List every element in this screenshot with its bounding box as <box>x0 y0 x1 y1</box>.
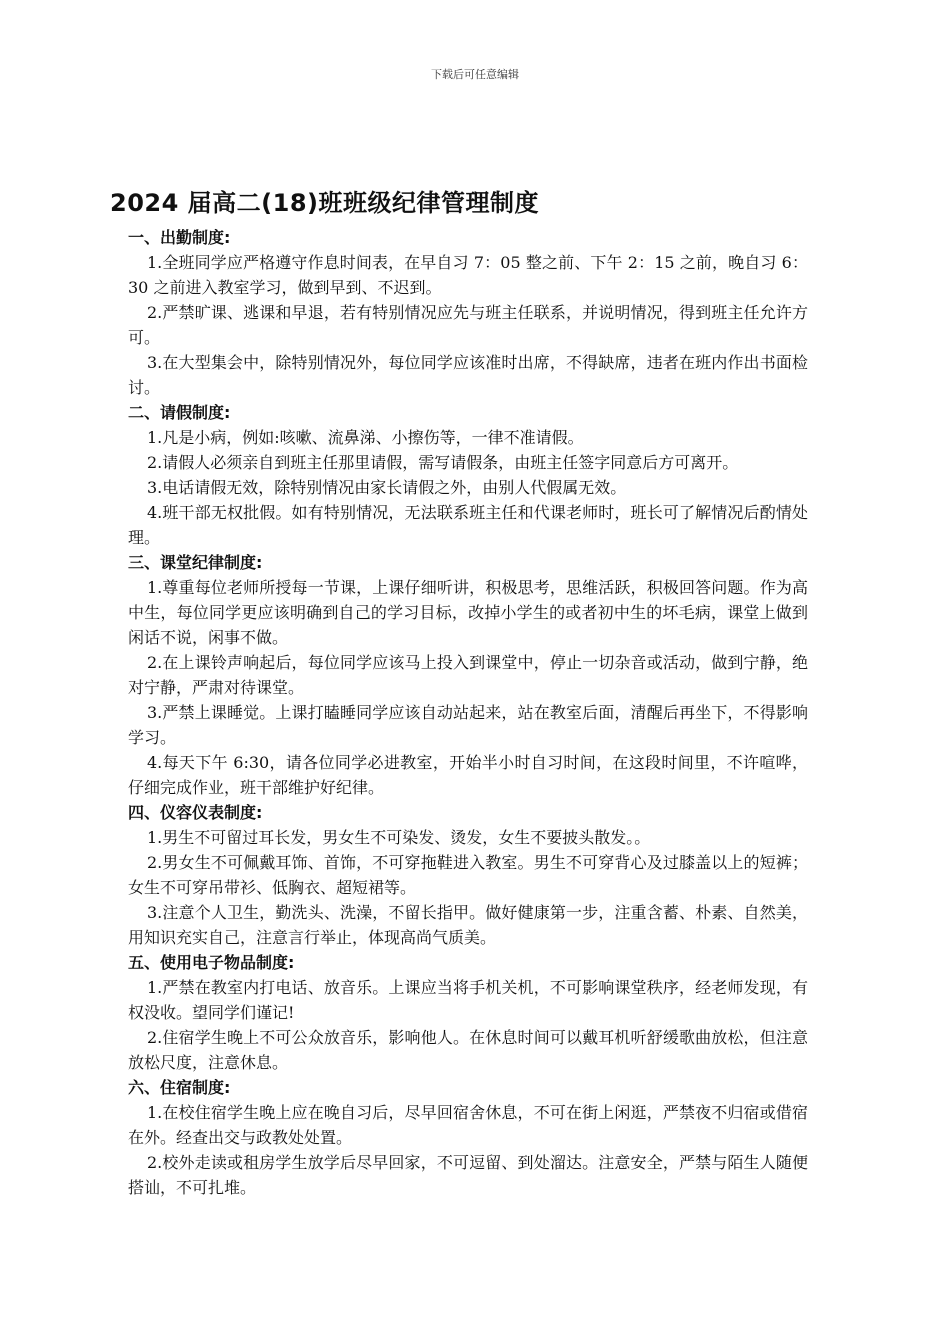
rule-item: 2.男女生不可佩戴耳饰、首饰，不可穿拖鞋进入教室。男生不可穿背心及过膝盖以上的短裤；女生不可穿吊带衫、低胸衣、超短裙等。 <box>128 853 808 897</box>
rule-item: 3.在大型集会中，除特别情况外，每位同学应该准时出席，不得缺席，违者在班内作出书面检讨。 <box>128 353 808 397</box>
rule-item: 2.请假人必须亲自到班主任那里请假，需写请假条，由班主任签字同意后方可离开。 <box>147 453 739 472</box>
section-2 <box>128 400 808 550</box>
rule-item: 1.严禁在教室内打电话、放音乐。上课应当将手机关机，不可影响课堂秩序，经老师发现，有权没收。望同学们谨记! <box>128 978 808 1022</box>
rule-item: 3.电话请假无效，除特别情况由家长请假之外，由别人代假属无效。 <box>147 478 627 497</box>
rule-item: 1.在校住宿学生晚上应在晚自习后，尽早回宿舍休息，不可在街上闲逛，严禁夜不归宿或借宿在外。经查出交与政教处处置。 <box>128 1103 808 1147</box>
rule-item: 2.校外走读或租房学生放学后尽早回家，不可逗留、到处溜达。注意安全，严禁与陌生人随便搭讪，不可扎堆。 <box>128 1153 808 1197</box>
section-5 <box>128 950 808 1075</box>
header-note: 下载后可任意编辑 <box>431 68 519 81</box>
rule-item: 1.尊重每位老师所授每一节课，上课仔细听讲，积极思考，思维活跃，积极回答问题。作为高中生，每位同学更应该明确到自己的学习目标，改掉小学生的或者初中生的坏毛病，课堂上做到闲话不说，闲事不做。 <box>128 578 808 647</box>
rule-item: 2.严禁旷课、逃课和早退，若有特别情况应先与班主任联系，并说明情况，得到班主任允许方可。 <box>128 303 808 347</box>
rule-item: 3.注意个人卫生，勤洗头、洗澡，不留长指甲。做好健康第一步，注重含蓄、朴素、自然美，用知识充实自己，注意言行举止，体现高尚气质美。 <box>128 903 808 947</box>
section-heading: 二、请假制度: <box>128 403 231 422</box>
document-body <box>128 225 808 1200</box>
rule-item: 1.男生不可留过耳长发，男女生不可染发、烫发，女生不要披头散发。。 <box>147 828 651 847</box>
section-3 <box>128 550 808 800</box>
section-1 <box>128 225 808 400</box>
rule-item: 4.每天下午 6:30，请各位同学必进教室，开始半小时自习时间，在这段时间里，不许喧哗，仔细完成作业，班干部维护好纪律。 <box>128 753 808 797</box>
rule-item: 1.凡是小病，例如:咳嗽、流鼻涕、小擦伤等，一律不准请假。 <box>147 428 584 447</box>
section-6 <box>128 1075 808 1200</box>
rule-item: 4.班干部无权批假。如有特别情况，无法联系班主任和代课老师时，班长可了解情况后酌情处理。 <box>128 503 808 547</box>
rule-item: 3.严禁上课睡觉。上课打瞌睡同学应该自动站起来，站在教室后面，清醒后再坐下，不得影响学习。 <box>128 703 808 747</box>
section-4 <box>128 800 808 950</box>
section-heading: 四、仪容仪表制度: <box>128 803 263 822</box>
rule-item: 2.在上课铃声响起后，每位同学应该马上投入到课堂中，停止一切杂音或活动，做到宁静，绝对宁静，严肃对待课堂。 <box>128 653 808 697</box>
section-heading: 六、住宿制度: <box>128 1078 231 1097</box>
section-heading: 五、使用电子物品制度: <box>128 953 295 972</box>
section-heading: 三、课堂纪律制度: <box>128 553 263 572</box>
rule-item: 1.全班同学应严格遵守作息时间表，在早自习 7：05 整之前、下午 2：15 之前，晚自习 6：30 之前进入教室学习，做到早到、不迟到。 <box>128 253 808 297</box>
section-heading: 一、出勤制度: <box>128 228 231 247</box>
document-title: 2024 届高二(18)班班级纪律管理制度 <box>110 189 539 217</box>
rule-item: 2.住宿学生晚上不可公众放音乐，影响他人。在休息时间可以戴耳机听舒缓歌曲放松，但注意放松尺度，注意休息。 <box>128 1028 808 1072</box>
